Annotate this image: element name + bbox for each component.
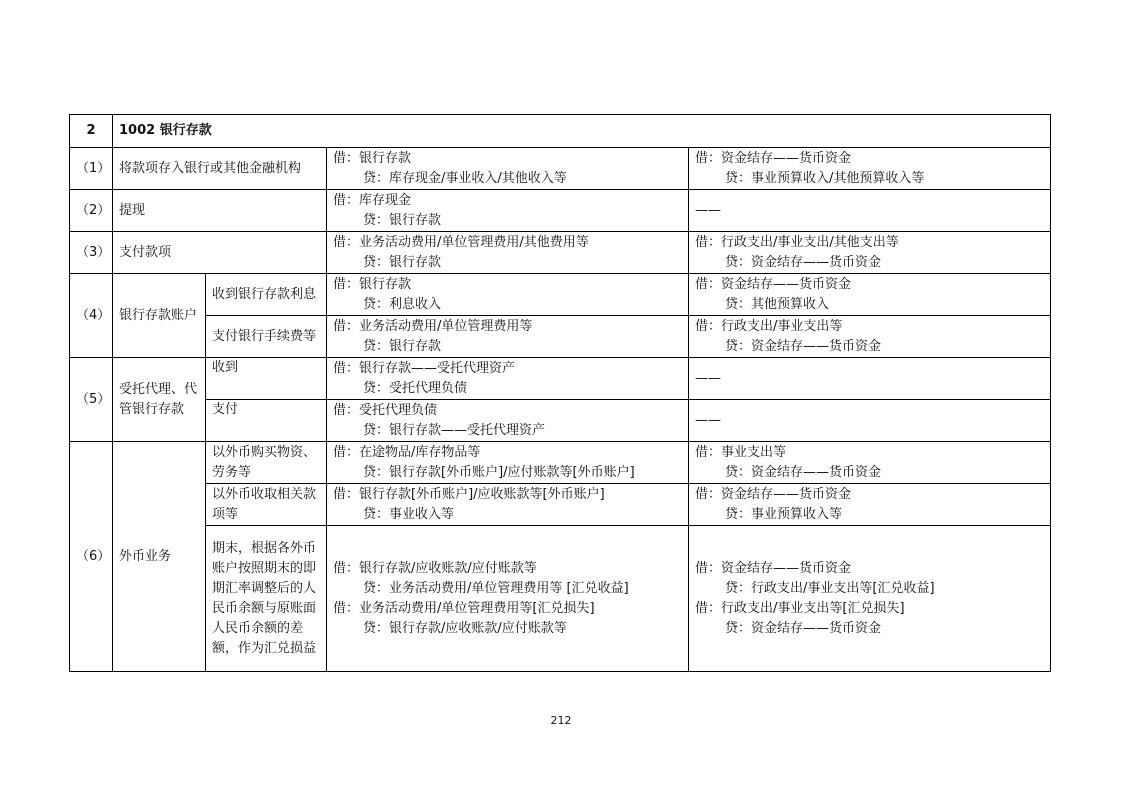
- credit-line: 贷：事业预算收入等: [725, 506, 843, 522]
- sub-description: 支付: [206, 400, 327, 442]
- debit-line: 借：行政支出/事业支出等: [695, 318, 843, 334]
- row-number: （5）: [70, 358, 113, 442]
- financial-entry: [327, 400, 689, 442]
- budget-entry: [689, 400, 1051, 442]
- debit-line: 借：资金结存——货币资金: [695, 276, 852, 292]
- debit-line: 借：在途物品/库存物品等: [333, 444, 481, 460]
- debit-line: 借：库存现金: [333, 192, 412, 208]
- debit-line: 借：资金结存——货币资金: [695, 150, 852, 166]
- sub-description: 收到: [206, 358, 327, 400]
- credit-line: 贷：银行存款[外币账户]/应付账款等[外币账户]: [363, 464, 635, 480]
- financial-entry: [327, 274, 689, 316]
- row-number: （4）: [70, 274, 113, 358]
- row-description: 提现: [113, 190, 327, 232]
- row-description: 外币业务: [113, 442, 206, 672]
- table-row: [70, 316, 1051, 358]
- budget-entry: [689, 484, 1051, 526]
- credit-line: 贷：资金结存——货币资金: [725, 338, 882, 354]
- table-row: [70, 484, 1051, 526]
- dash-placeholder: ——: [695, 412, 721, 428]
- financial-entry: [327, 148, 689, 190]
- sub-description: 收到银行存款利息: [206, 274, 327, 316]
- sub-description: 支付银行手续费等: [206, 316, 327, 358]
- debit-line: 借：行政支出/事业支出/其他支出等: [695, 234, 899, 250]
- sub-description: 期末，根据各外币账户按照期末的即期汇率调整后的人民币余额与原账面人民币余额的差额，作为汇兑损益: [206, 526, 327, 672]
- row-number: （3）: [70, 232, 113, 274]
- debit-line: 借：银行存款: [333, 276, 412, 292]
- page-number: 212: [550, 714, 572, 727]
- debit-line: 借：银行存款: [333, 150, 412, 166]
- dash-placeholder: ——: [695, 202, 721, 218]
- budget-entry: [689, 274, 1051, 316]
- debit-line: 借：业务活动费用/单位管理费用等[汇兑损失]: [333, 600, 595, 616]
- credit-line: 贷：行政支出/事业支出等[汇兑收益]: [725, 580, 935, 596]
- budget-entry: [689, 358, 1051, 400]
- credit-line: 贷：事业预算收入/其他预算收入等: [725, 170, 925, 186]
- table-row: [70, 190, 1051, 232]
- credit-line: 贷：利息收入: [363, 296, 442, 312]
- debit-line: 借：银行存款——受托代理资产: [333, 360, 516, 376]
- section-number: 2: [70, 115, 113, 148]
- financial-entry: [327, 442, 689, 484]
- budget-entry: [689, 442, 1051, 484]
- row-description: 支付款项: [113, 232, 327, 274]
- budget-entry: [689, 148, 1051, 190]
- credit-line: 贷：其他预算收入: [725, 296, 830, 312]
- sub-description: 以外币收取相关款项等: [206, 484, 327, 526]
- section-title: 1002 银行存款: [113, 115, 1051, 148]
- budget-entry: [689, 232, 1051, 274]
- credit-line: 贷：银行存款/应收账款/应付账款等: [363, 620, 567, 636]
- table-row: [70, 526, 1051, 672]
- debit-line: 借：事业支出等: [695, 444, 787, 460]
- credit-line: 贷：银行存款——受托代理资产: [363, 422, 546, 438]
- credit-line: 贷：业务活动费用/单位管理费用等 [汇兑收益]: [363, 580, 629, 596]
- financial-entry: [327, 316, 689, 358]
- financial-entry: [327, 526, 689, 672]
- budget-entry: [689, 190, 1051, 232]
- debit-line: 借：行政支出/事业支出等[汇兑损失]: [695, 600, 905, 616]
- row-description: 将款项存入银行或其他金融机构: [113, 148, 327, 190]
- debit-line: 借：银行存款[外币账户]/应收账款等[外币账户]: [333, 486, 605, 502]
- table-row: [70, 442, 1051, 484]
- credit-line: 贷：资金结存——货币资金: [725, 464, 882, 480]
- row-number: （6）: [70, 442, 113, 672]
- credit-line: 贷：资金结存——货币资金: [725, 620, 882, 636]
- credit-line: 贷：银行存款: [363, 254, 442, 270]
- table-row: [70, 232, 1051, 274]
- accounting-table: [69, 114, 1051, 672]
- table-row: [70, 148, 1051, 190]
- row-description: 受托代理、代管银行存款: [113, 358, 206, 442]
- debit-line: 借：资金结存——货币资金: [695, 486, 852, 502]
- debit-line: 借：业务活动费用/单位管理费用等: [333, 318, 533, 334]
- row-number: （1）: [70, 148, 113, 190]
- credit-line: 贷：事业收入等: [363, 506, 455, 522]
- debit-line: 借：资金结存——货币资金: [695, 560, 852, 576]
- debit-line: 借：业务活动费用/单位管理费用/其他费用等: [333, 234, 589, 250]
- credit-line: 贷：银行存款: [363, 212, 442, 228]
- financial-entry: [327, 232, 689, 274]
- financial-entry: [327, 358, 689, 400]
- credit-line: 贷：银行存款: [363, 338, 442, 354]
- credit-line: 贷：受托代理负债: [363, 380, 468, 396]
- debit-line: 借：受托代理负债: [333, 402, 438, 418]
- dash-placeholder: ——: [695, 370, 721, 386]
- table-row: [70, 400, 1051, 442]
- section-header-row: [70, 115, 1051, 148]
- debit-line: 借：银行存款/应收账款/应付账款等: [333, 560, 537, 576]
- table-row: [70, 274, 1051, 316]
- budget-entry: [689, 316, 1051, 358]
- financial-entry: [327, 190, 689, 232]
- sub-description: 以外币购买物资、劳务等: [206, 442, 327, 484]
- financial-entry: [327, 484, 689, 526]
- table-row: [70, 358, 1051, 400]
- credit-line: 贷：库存现金/事业收入/其他收入等: [363, 170, 567, 186]
- row-number: （2）: [70, 190, 113, 232]
- row-description: 银行存款账户: [113, 274, 206, 358]
- credit-line: 贷：资金结存——货币资金: [725, 254, 882, 270]
- budget-entry: [689, 526, 1051, 672]
